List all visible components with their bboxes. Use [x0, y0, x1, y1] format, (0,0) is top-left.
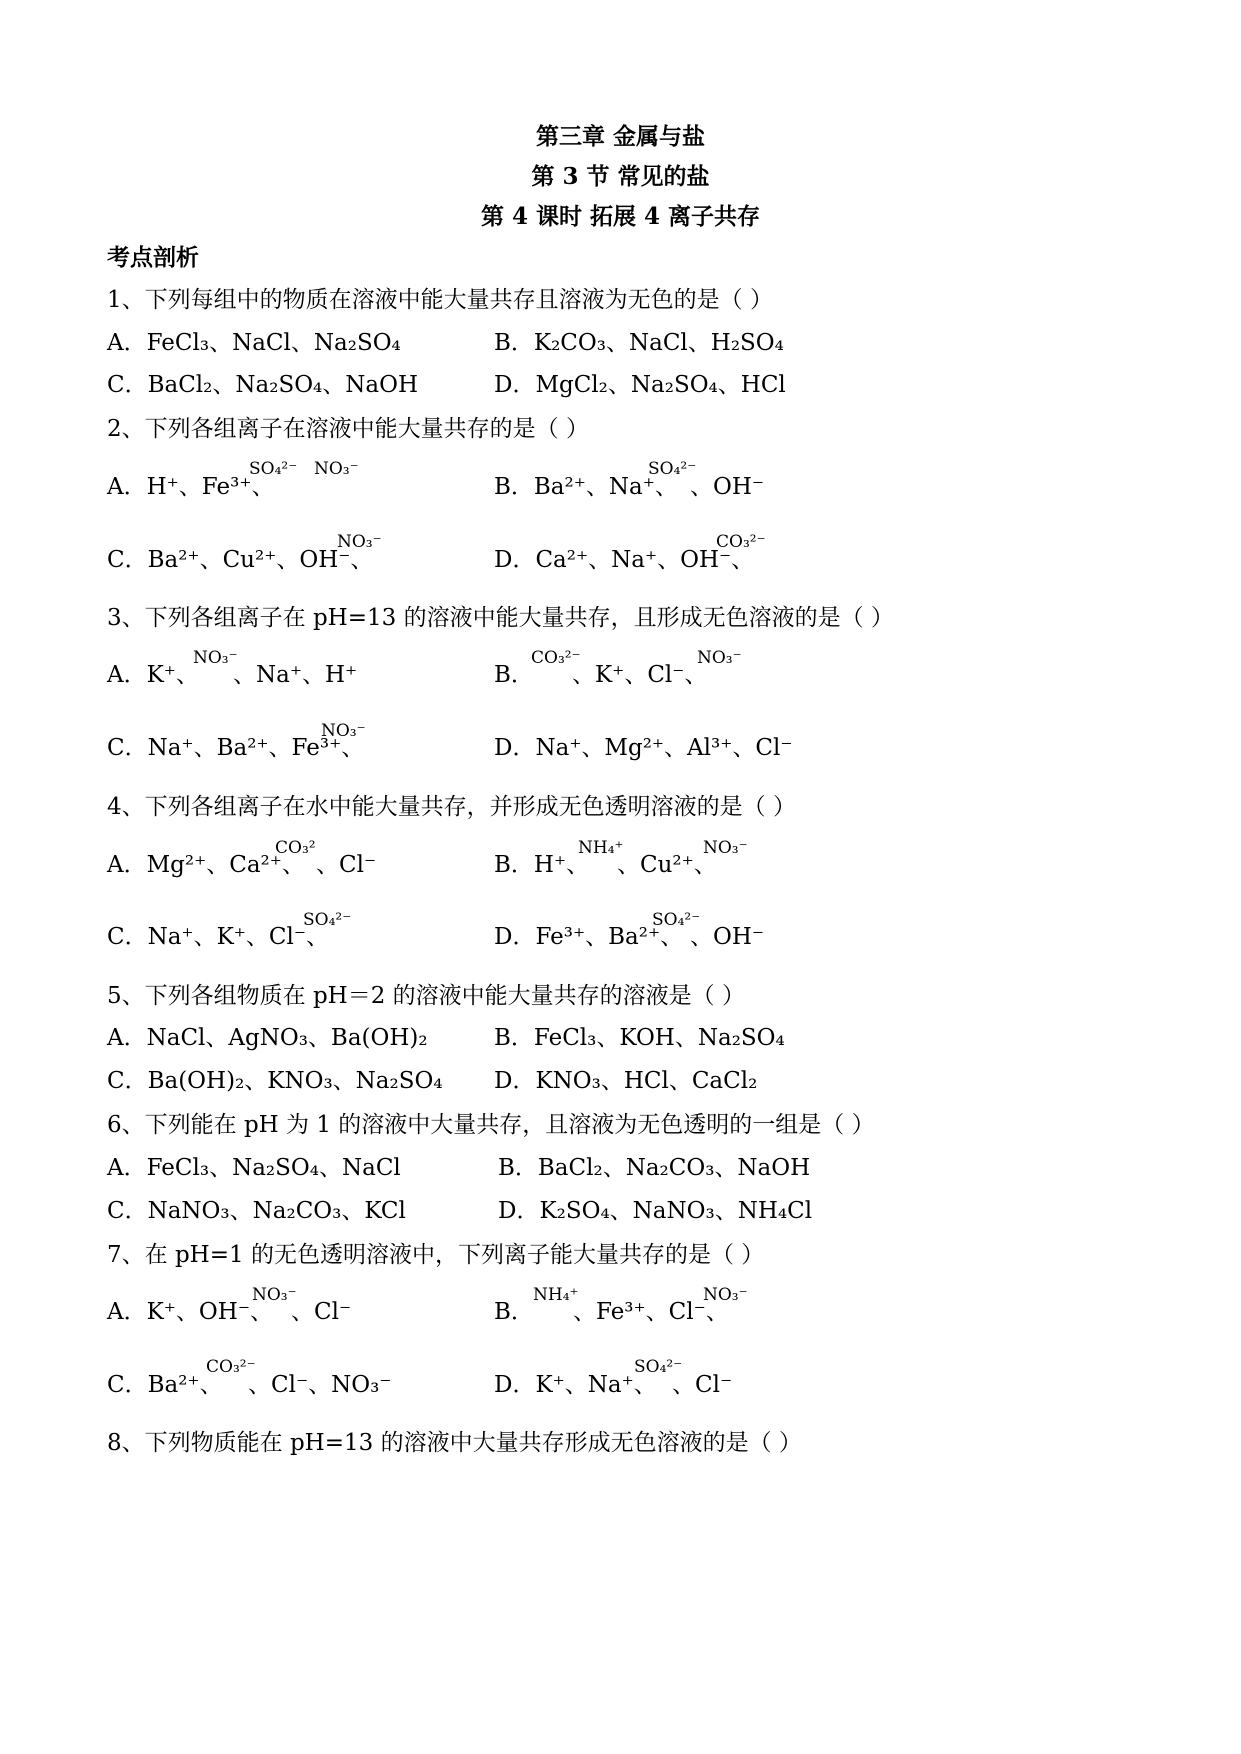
question-3-option-c: C．Na⁺、Ba²⁺、Fe³⁺、: [107, 735, 365, 761]
question-6-option-c: C．NaNO₃、Na₂CO₃、KCl: [107, 1198, 406, 1224]
question-4-option-c: C．Na⁺、K⁺、Cl⁻、: [107, 924, 329, 950]
question-1-option-c: C．BaCl₂、Na₂SO₄、NaOH: [107, 372, 419, 398]
question-2-option-b-ion: SO₄²⁻: [648, 459, 697, 479]
question-2-stem: 2、下列各组离子在溶液中能大量共存的是（ ）: [107, 416, 589, 442]
question-5-option-a: A．NaCl、AgNO₃、Ba(OH)₂: [107, 1025, 428, 1051]
question-2-option-a-ion-2: NO₃⁻: [314, 459, 359, 479]
question-3-option-b: B．: [494, 662, 534, 688]
lesson-title: 第 4 课时 拓展 4 离子共存: [480, 203, 761, 230]
question-7-option-a: A．K⁺、OH⁻、: [107, 1299, 273, 1325]
question-7-option-c-tail: 、Cl⁻、NO₃⁻: [248, 1372, 392, 1398]
question-4-option-b-ion-1: NH₄⁺: [578, 838, 624, 858]
question-1-stem: 1、下列每组中的物质在溶液中能大量共存且溶液为无色的是（ ）: [107, 287, 773, 313]
question-6-option-b: B．BaCl₂、Na₂CO₃、NaOH: [498, 1155, 811, 1181]
question-4-option-a-tail: 、Cl⁻: [316, 852, 377, 878]
question-7-option-d: D．K⁺、Na⁺、: [494, 1372, 657, 1398]
section-title: 第 3 节 常见的盐: [531, 163, 710, 190]
question-1-option-a: A．FeCl₃、NaCl、Na₂SO₄: [107, 330, 401, 356]
question-4-option-b-ion-2: NO₃⁻: [703, 838, 748, 858]
question-3-option-d: D．Na⁺、Mg²⁺、Al³⁺、Cl⁻: [494, 735, 793, 761]
question-4-option-b: B．H⁺、: [494, 852, 590, 878]
question-6-option-a: A．FeCl₃、Na₂SO₄、NaCl: [107, 1155, 401, 1181]
question-2-option-c-ion: NO₃⁻: [337, 532, 382, 552]
question-5-option-b: B．FeCl₃、KOH、Na₂SO₄: [494, 1025, 785, 1051]
question-7-option-b-ion-2: NO₃⁻: [703, 1285, 748, 1305]
question-7-option-a-ion: NO₃⁻: [252, 1285, 297, 1305]
question-4-option-b-mid: 、Cu²⁺、: [617, 852, 717, 878]
question-2-option-d-ion: CO₃²⁻: [716, 532, 766, 552]
question-4-option-d: D．Fe³⁺、Ba²⁺、: [494, 924, 684, 950]
question-7-option-b-ion-1: NH₄⁺: [533, 1285, 579, 1305]
question-4-stem: 4、下列各组离子在水中能大量共存，并形成无色透明溶液的是（ ）: [107, 794, 796, 820]
question-3-option-b-ion-2: NO₃⁻: [697, 648, 742, 668]
question-3-option-a: A．K⁺、: [107, 662, 199, 688]
question-2-option-b-tail: 、OH⁻: [690, 474, 765, 500]
question-1-option-b: B．K₂CO₃、NaCl、H₂SO₄: [494, 330, 784, 356]
question-4-option-d-tail: 、OH⁻: [690, 924, 765, 950]
question-4-option-d-ion: SO₄²⁻: [652, 910, 701, 930]
question-7-stem: 7、在 pH=1 的无色透明溶液中，下列离子能大量共存的是（ ）: [107, 1242, 765, 1268]
question-6-option-d: D．K₂SO₄、NaNO₃、NH₄Cl: [498, 1198, 813, 1224]
question-6-stem: 6、下列能在 pH 为 1 的溶液中大量共存，且溶液为无色透明的一组是（ ）: [107, 1112, 875, 1138]
question-7-option-c-ion: CO₃²⁻: [206, 1357, 256, 1377]
question-3-option-b-ion-1: CO₃²⁻: [531, 648, 581, 668]
question-2-option-a-ion-1: SO₄²⁻: [249, 459, 298, 479]
question-3-option-c-ion: NO₃⁻: [321, 721, 366, 741]
question-1-option-d: D．MgCl₂、Na₂SO₄、HCl: [494, 372, 786, 398]
question-7-option-d-ion: SO₄²⁻: [634, 1357, 683, 1377]
question-3-stem: 3、下列各组离子在 pH=13 的溶液中能大量共存，且形成无色溶液的是（ ）: [107, 605, 894, 631]
question-2-option-a: A．H⁺、Fe³⁺、: [107, 474, 275, 500]
question-3-option-a-tail: 、Na⁺、H⁺: [233, 662, 358, 688]
question-7-option-c: C．Ba²⁺、: [107, 1372, 223, 1398]
question-7-option-b-mid: 、Fe³⁺、Cl⁻、: [573, 1299, 729, 1325]
question-5-option-c: C．Ba(OH)₂、KNO₃、Na₂SO₄: [107, 1068, 443, 1094]
question-7-option-a-tail: 、Cl⁻: [291, 1299, 352, 1325]
question-4-option-a-ion: CO₃²: [275, 838, 316, 858]
question-3-option-b-mid: 、K⁺、Cl⁻、: [572, 662, 708, 688]
question-2-option-d: D．Ca²⁺、Na⁺、OH⁻、: [494, 547, 755, 573]
section-heading: 考点剖析: [107, 244, 199, 271]
question-4-option-a: A．Mg²⁺、Ca²⁺、: [107, 852, 305, 878]
question-8-stem: 8、下列物质能在 pH=13 的溶液中大量共存形成无色溶液的是（ ）: [107, 1430, 802, 1456]
question-7-option-d-tail: 、Cl⁻: [672, 1372, 733, 1398]
question-3-option-a-ion: NO₃⁻: [193, 648, 238, 668]
chapter-title: 第三章 金属与盐: [535, 123, 705, 150]
question-5-stem: 5、下列各组物质在 pH＝2 的溶液中能大量共存的溶液是（ ）: [107, 983, 745, 1009]
question-2-option-b: B．Ba²⁺、Na⁺、: [494, 474, 678, 500]
question-2-option-c: C．Ba²⁺、Cu²⁺、OH⁻、: [107, 547, 374, 573]
question-7-option-b: B．: [494, 1299, 534, 1325]
question-5-option-d: D．KNO₃、HCl、CaCl₂: [494, 1068, 758, 1094]
question-4-option-c-ion: SO₄²⁻: [303, 910, 352, 930]
